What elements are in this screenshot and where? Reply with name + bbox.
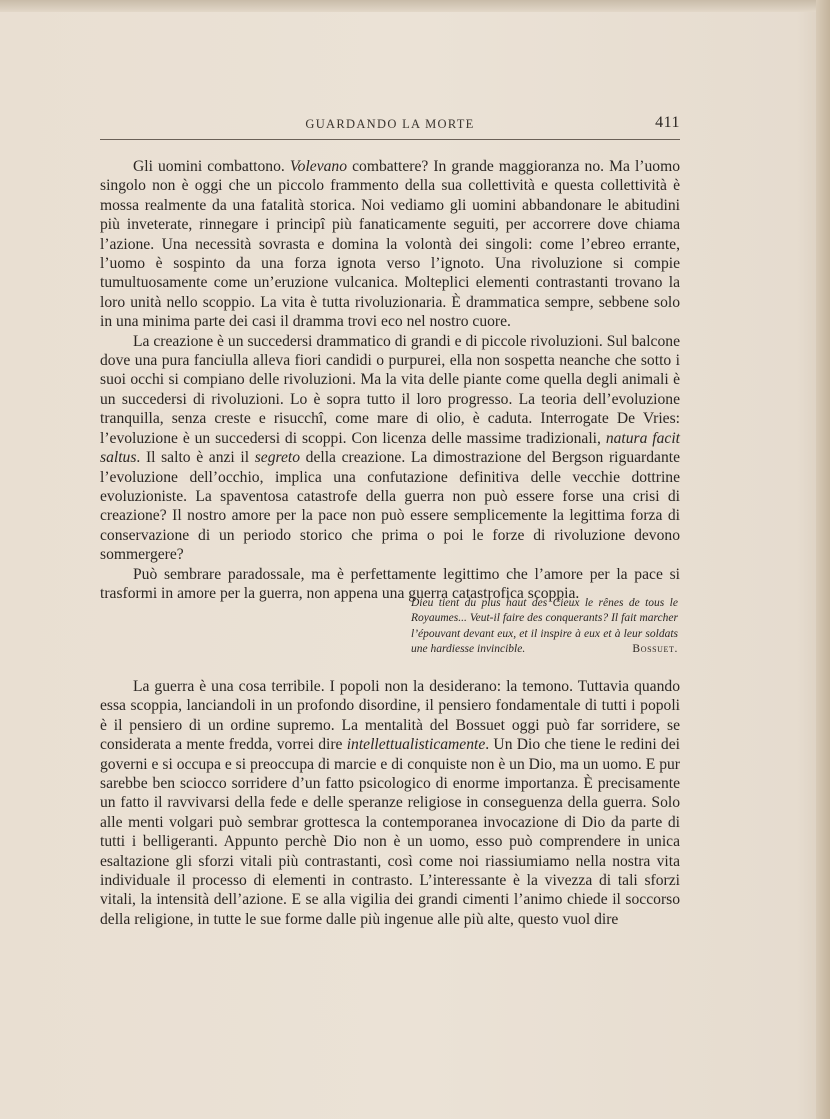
paragraph <box>100 157 680 332</box>
epigraph-text: Dieu tient du plus haut des Cieux le rênes de tous le Royaumes... Veut-il faire des conquerants? Il fait marcher l’épouvant devant eux, et il inspire à eux et à leur soldats une hardiesse invincible. <box>411 597 678 655</box>
epigraph-author: Bossuet. <box>632 642 678 655</box>
italic-run: intellettualisticamente <box>346 736 486 754</box>
text-run: Può sembrare paradossale, ma è perfettamente legittimo che l’amore per la pace si trasformi in amore per la guerra, non appena una guerra catastrofica scoppia. <box>100 565 680 602</box>
text-run: La guerra è una cosa terribile. I popoli non la desiderano: la temono. Tuttavia quando essa scoppia, lanciandoli in un profondo disordine, il pensiero fondamentale di tutti i popoli è il pensiero di un ordine supremo. La mentalità del Bossuet oggi può far sorridere, se considerata a mente fredda, vorrei dire <box>100 678 680 754</box>
header-rule <box>100 139 680 140</box>
epigraph <box>411 596 678 657</box>
body-text-lower <box>100 677 680 929</box>
body-text-upper <box>100 157 680 603</box>
text-run: . Il salto è anzi il <box>136 449 255 467</box>
page-number: 411 <box>655 114 680 131</box>
paragraph <box>100 332 680 565</box>
page-right-edge <box>816 0 830 1119</box>
text-run: combattere? In grande maggioranza no. Ma l’uomo singolo non è oggi che un piccolo frammento della sua collettività e questa collettività è mossa realmente da una fatalità storica. Noi vediamo gli uomini abbandonare le abitudini più inveterate, rinnegare i principî più fanaticamente seguiti, per accorrere dove chiama l’azione. Una necessità sovrasta e domina la volontà dei singoli: come l’ebreo errante, l’uomo è sospinto da una forza ignota verso l’ignoto. Una rivoluzione si compie tumultuosamente come un’eruzione vulcanica. Molteplici elementi contrastanti trovano la loro unità nello scoppio. La vita è tutta rivoluzionaria. È drammatica sempre, sebbene solo in una minima parte dei casi il dramma trovi eco nel nostro cuore. <box>100 158 680 331</box>
text-run: Gli uomini combattono. <box>133 158 290 175</box>
running-title: GUARDANDO LA MORTE <box>305 117 475 131</box>
italic-run: segreto <box>254 449 301 467</box>
text-run: . Un Dio che tiene le redini dei governi e si occupa e si preoccupa di marcie e di conquiste non è un Dio, ma un uomo. E pur sarebbe ben sciocco sorridere d’un fatto psicologico di enorme importanza. È precisamente un fatto il ravvivarsi della fede e delle speranze religiose in conseguenza della guerra. Solo alle menti volgari può sembrar grottesca la contemporanea invocazione di Dio da parte di tutti i belligeranti. Appunto perchè Dio non è un uomo, esso può comprendere in unica esaltazione gli sforzi vitali più contrastanti, così come noi riassiumiamo nella nostra vita individuale il processo di elementi in contrasto. L’interessante è la vivezza di tali sforzi vitali, la intensità dell’azione. E se alla vigilia dei grandi cimenti l’animo chiede il soccorso della religione, in tutte le sue forme dalle più ingenue alle più alte, questo vuol dire <box>100 736 680 928</box>
italic-run: natura facit saltus <box>100 429 681 467</box>
page-header <box>100 114 680 137</box>
page-top-edge <box>0 0 830 12</box>
paragraph <box>100 677 680 929</box>
italic-run: Volevano <box>289 158 348 175</box>
text-run: della creazione. La dimostrazione del Bergson riguardante l’evoluzione dell’occhio, implica una confutazione definitiva delle vecchie dottrine evoluzioniste. La spaventosa catastrofe della guerra non può essere forse una crisi di creazione? Il nostro amore per la pace non può essere semplicemente la legittima forza di conservazione di un periodo storico che prima o poi le forze di rivoluzione devono sommergere? <box>100 449 680 564</box>
text-run: La creazione è un succedersi drammatico di grandi e di piccole rivoluzioni. Sul balcone dove una pura fanciulla alleva fiori candidi o purpurei, ella non sospetta neanche che sotto i suoi occhi si compiano delle rivoluzioni. Ma la vita delle piante come quella degli animali è un succedersi di rivoluzioni. Lo è sopra tutto il loro progresso. La teoria dell’evoluzione tranquilla, senza creste e risucchî, come mare di olio, è caduta. Interrogate De Vries: l’evoluzione è un succedersi di scoppi. Con licenza delle massime tradizionali, <box>100 332 680 447</box>
